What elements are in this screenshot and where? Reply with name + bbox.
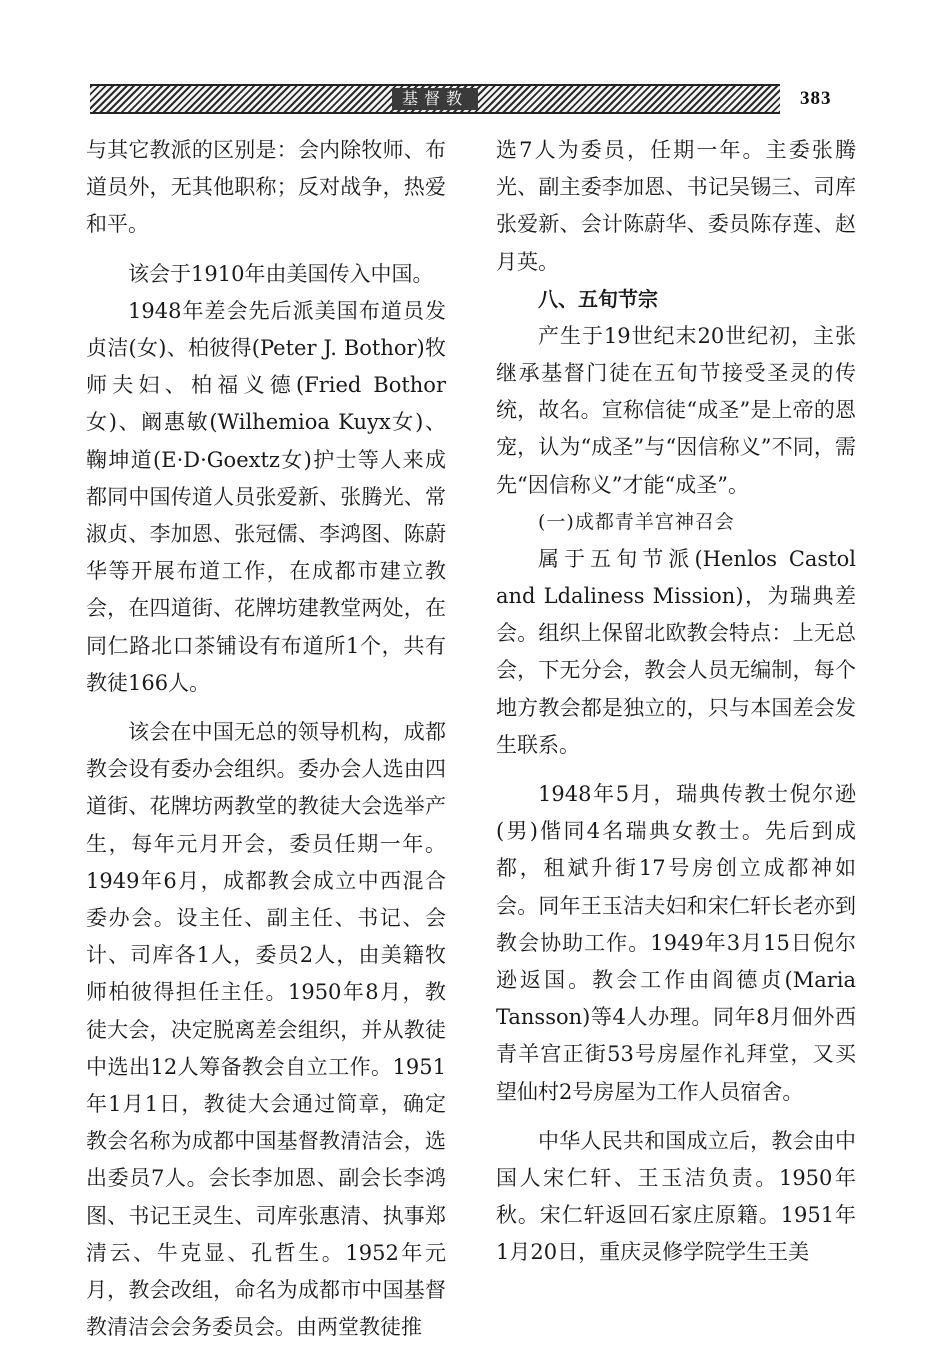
right-column	[496, 132, 856, 1272]
paragraph: 1948年5月，瑞典传教士倪尔逊(男)偕同4名瑞典女教士。先后到成都，租斌升街17号房创立成都神如会。同年王玉洁夫妇和宋仁轩长老亦到教会协助工作。1949年3月15日倪尔逊返国。教会工作由阎德贞(Maria Tansson)等4人办理。同年8月佃外西青羊宫正街53号房屋作礼拜堂，又买望仙村2号房屋为工作人员宿舍。	[496, 782, 856, 1104]
paragraph: 与其它教派的区别是：会内除牧师、布道员外，无其他职称；反对战争，热爱和平。	[86, 138, 446, 237]
running-header-title: 基督教	[392, 88, 478, 110]
paragraph: 选7人为委员，任期一年。主委张腾光、副主委李加恩、书记吴锡三、司库张爱新、会计陈蔚华、委员陈存莲、赵月英。	[496, 138, 856, 274]
paragraph: 中华人民共和国成立后，教会由中国人宋仁轩、王玉洁负责。1950年秋。宋仁轩返回石家庄原籍。1951年1月20日，重庆灵修学院学生王美	[496, 1128, 856, 1265]
running-header-bar	[90, 84, 780, 114]
left-column	[86, 132, 446, 1347]
paragraph: 1948年差会先后派美国布道员发贞洁(女)、柏彼得(Peter J. Bothor)牧师夫妇、柏福义德(Fried Bothor女)、阚惠敏(Wilhemioa Kuyx女)、鞠坤道(E·D·Goextz女)护士等人来成都同中国传道人员张爱新、张腾光、常淑贞、李加恩、张冠儒、李鸿图、陈蔚华等开展布道工作，在成都市建立教会，在四道街、花牌坊建教堂两处，在同仁路北口茶铺设有布道所1个，共有教徒166人。	[86, 298, 446, 695]
paragraph: 该会于1910年由美国传入中国。	[128, 261, 434, 286]
page-number: 383	[800, 88, 832, 109]
paragraph: 产生于19世纪末20世纪初，主张继承基督门徒在五旬节接受圣灵的传统，故名。宣称信徒“成圣”是上帝的恩宠，认为“成圣”与“因信称义”不同，需先“因信称义”才能“成圣”。	[496, 323, 856, 497]
subsection-heading: (一)成都青羊宫神召会	[538, 510, 735, 533]
paragraph: 该会在中国无总的领导机构，成都教会设有委办会组织。委办会人选由四道街、花牌坊两教堂的教徒大会选举产生，每年元月开会，委员任期一年。1949年6月，成都教会成立中西混合委办会。设主任、副主任、书记、会计、司库各1人，委员2人，由美籍牧师柏彼得担任主任。1950年8月，教徒大会，决定脱离差会组织，并从教徒中选出12人筹备教会自立工作。1951年1月1日，教徒大会通过简章，确定教会名称为成都中国基督教清洁会，选出委员7人。会长李加恩、副会长李鸿图、书记王灵生、司库张惠清、执事郑清云、牛克显、孔哲生。1952年元月，教会改组，命名为成都市中国基督教清洁会会务委员会。由两堂教徒推	[86, 720, 446, 1340]
paragraph: 属于五旬节派(Henlos Castol and Ldaliness Mission)，为瑞典差会。组织上保留北欧教会特点：上无总会，下无分会，教会人员无编制，每个地方教会都是独立的，只与本国差会发生联系。	[496, 546, 856, 757]
section-heading: 八、五旬节宗	[538, 286, 658, 311]
